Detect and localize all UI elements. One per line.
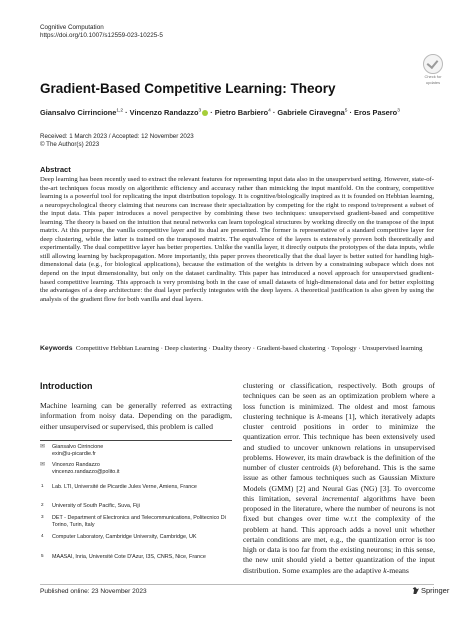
author-affil-sup: 3 bbox=[198, 108, 202, 114]
affiliation-number: 4 bbox=[41, 533, 44, 538]
author-name[interactable]: Giansalvo Cirrincione bbox=[40, 108, 117, 117]
affiliation-text: MAASAI, Inria, Université Cote D'Azur, I3S, CNRS, Nice, France bbox=[52, 554, 206, 560]
affiliation-item bbox=[40, 503, 232, 510]
envelope-icon: ✉ bbox=[40, 462, 46, 468]
contact-item bbox=[40, 444, 232, 458]
footnote-divider bbox=[40, 440, 232, 441]
keywords-text: Competitive Hebbian Learning · Deep clustering · Duality theory · Gradient-based clustering · Topology · Unsupervised learning bbox=[75, 345, 423, 352]
author-affil-sup: 1,2 bbox=[116, 108, 124, 114]
doi-link[interactable]: https://doi.org/10.1007/s12559-023-10225-5 bbox=[40, 32, 163, 39]
check-for-updates-badge[interactable] bbox=[419, 54, 447, 85]
affiliation-item bbox=[40, 554, 232, 561]
publisher-logo bbox=[412, 586, 449, 595]
affiliation-text: University of South Pacific, Suva, Fiji bbox=[52, 503, 140, 509]
footer-divider bbox=[40, 584, 434, 585]
received-accepted: Received: 1 March 2023 / Accepted: 12 November 2023 bbox=[40, 133, 194, 140]
keywords-label: Keywords bbox=[40, 345, 73, 352]
intro-text: -means [1], which iteratively adapts cluster centroid positions in order to minimize the quantization error. This technique has been extensively used and studied to uncover unknown relations in unsupervised problems. However, its main drawback is the definition of the number of cluster centroids ( bbox=[243, 411, 435, 472]
intro-emph: incremental bbox=[322, 493, 359, 503]
author-name[interactable]: Eros Pasero bbox=[354, 108, 398, 117]
springer-horse-icon bbox=[412, 587, 419, 594]
badge-label-line1: Check for bbox=[424, 74, 442, 79]
affiliation-text: Computer Laboratory, Cambridge University, Cambridge, UK bbox=[52, 534, 197, 540]
affiliation-item bbox=[40, 484, 232, 491]
journal-name: Cognitive Computation bbox=[40, 24, 104, 31]
envelope-icon: ✉ bbox=[40, 444, 46, 450]
abstract-text: Deep learning has been recently used to extract the relevant features for representing input data also in the unsupervised setting. However, state-of-the-art techniques focus mostly on algorithmic efficiency and accuracy rather than mimicking the input manifold. On the contrary, competitive learning is a powerful tool for replicating the input distribution topology. It is cognitive/biologically inspired as it is founded on Hebbian learning, a neuropsychological theory claiming that neurons can increase their specialization by competing for the right to respond to/represent a subset of the input data. This paper introduces a novel perspective by combining these two techniques: unsupervised gradient-based and competitive learning. The theory is based on the intuition that neural networks can learn topological structures by working directly on the transpose of the input matrix. At this purpose, the vanilla competitive layer and its dual are presented. The former is representative of a standard competitive layer for deep clustering, while the latter is trained on the transposed matrix. The equivalence of the layers is extensively proven both theoretically and experimentally. The dual competitive layer has better properties. Unlike the vanilla layer, it directly outputs the prototypes of the data inputs, while still allowing learning by backpropagation. More importantly, this paper proves theoretically that the dual layer is better suited for handling high-dimensional data (e.g., for biological applications), because the estimation of the weights is driven by a constraining subspace which does not depend on the input dimensionality, but only on the dataset cardinality. This paper has introduced a novel approach for unsupervised gradient-based competitive learning. This approach is very promising both in the case of small datasets of high-dimensional data and for better exploiting the advantages of a deep architecture: the dual layer perfectly integrates with the deep layers. A theoretical justification is also given by using the analysis of the gradient flow for both vanilla and dual layers. bbox=[40, 176, 434, 303]
affiliation-number: 1 bbox=[41, 483, 44, 488]
affiliation-text: Lab. LTI, Université de Picardie Jules Verne, Amiens, France bbox=[52, 484, 197, 490]
intro-text: ) beforehand. This is the same issue as other famous techniques such as Gaussian Mixture Models (GMM) [2] and Neural Gas (NG) [3]. To overcome this limitation, several bbox=[243, 463, 435, 503]
contact-item bbox=[40, 462, 232, 476]
intro-text: -means bbox=[386, 565, 409, 575]
keywords bbox=[40, 345, 434, 354]
affiliation-item bbox=[40, 534, 232, 541]
section-heading-introduction: Introduction bbox=[40, 381, 93, 391]
author-name[interactable]: Vincenzo Randazzo bbox=[129, 108, 199, 117]
affiliation-number: 3 bbox=[41, 514, 44, 519]
badge-label-line2: updates bbox=[425, 79, 441, 85]
affiliation-text: DET - Department of Electronics and Telecommunications, Politecnico Di Torino, Turin, Italy bbox=[52, 515, 226, 528]
journal-header bbox=[40, 24, 163, 40]
author-name[interactable]: Gabriele Ciravegna bbox=[277, 108, 345, 117]
publisher-name: Springer bbox=[421, 586, 450, 595]
article-title: Gradient-Based Competitive Learning: Theory bbox=[40, 81, 336, 96]
affiliation-number: 5 bbox=[41, 553, 44, 558]
intro-text: algorithms have been proposed in the literature, where the number of neurons is not fixed but changes over time w.r.t the complexity of the problem at hand. This approach adds a novel unit whether certain conditions are met, e.g., the quantization error is too high or data is too far from the existing neurons; in this sense, the new unit should yield a better quantization of the input distribution. Some examples are the adaptive bbox=[243, 493, 435, 575]
affiliation-item bbox=[40, 515, 232, 529]
author-list: Giansalvo Cirrincione$^{1,2}$ · Vincenzo Randazzo$^3$ · Pietro Barbiero$^4$ · Gabriele Ciravegna$^5$ · Eros Pasero$^3$ bbox=[40, 108, 400, 117]
check-icon bbox=[423, 54, 443, 74]
abstract-heading: Abstract bbox=[40, 165, 71, 174]
author-affil-sup: 5 bbox=[344, 108, 348, 114]
article-dates bbox=[40, 133, 194, 150]
intro-math: k bbox=[317, 411, 321, 421]
intro-column-left: Machine learning can be generally referred as extracting information from noisy data. Depending on the paradigm, either unsupervised or supervised, this problem is called bbox=[40, 401, 232, 431]
contact-email[interactable]: exin@u-picardie.fr bbox=[52, 450, 96, 457]
contact-name: Vincenzo Randazzo bbox=[52, 462, 100, 468]
orcid-icon[interactable] bbox=[202, 110, 208, 116]
intro-math: k bbox=[383, 565, 387, 575]
intro-column-right bbox=[243, 381, 435, 576]
contact-name: Giansalvo Cirrincione bbox=[52, 444, 104, 450]
published-online: Published online: 23 November 2023 bbox=[40, 588, 147, 595]
author-name[interactable]: Pietro Barbiero bbox=[214, 108, 269, 117]
author-affil-sup: 3 bbox=[397, 108, 400, 114]
intro-math: k bbox=[335, 463, 339, 472]
author-affil-sup: 4 bbox=[268, 108, 271, 114]
copyright-line: © The Author(s) 2023 bbox=[40, 141, 100, 149]
contact-email[interactable]: vincenzo.randazzo@polito.it bbox=[52, 468, 120, 475]
intro-text: clustering or classification, respectively. Both groups of techniques can be seen as an optimization problem where a loss function is minimized. The oldest and most famous clustering technique is bbox=[243, 381, 435, 421]
affiliation-number: 2 bbox=[41, 502, 44, 507]
